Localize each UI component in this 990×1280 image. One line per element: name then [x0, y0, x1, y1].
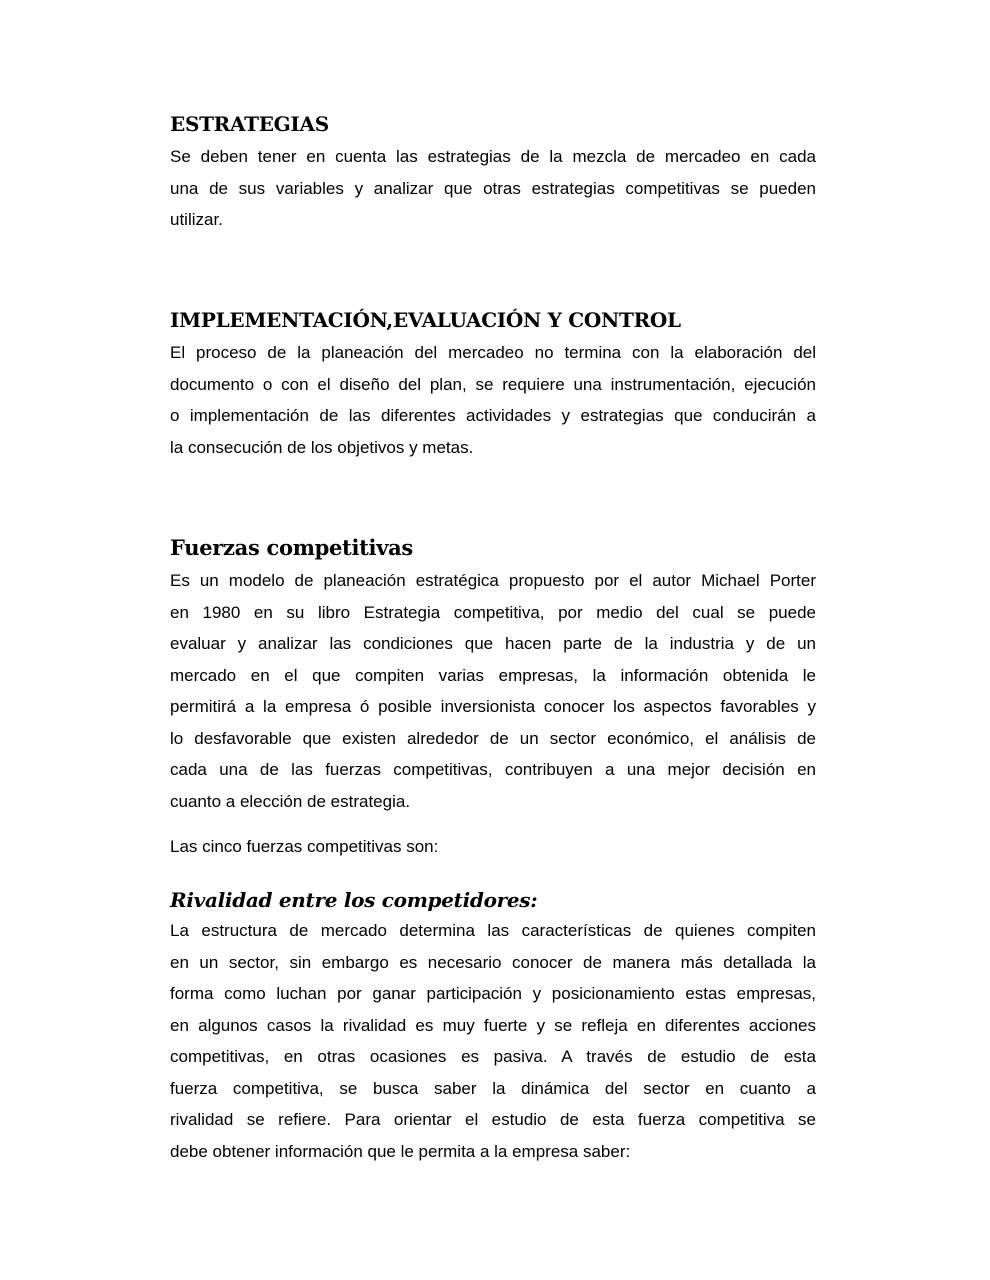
text-line: competitivas, en otras ocasiones es pasiva. A través de estudio de esta [170, 1047, 816, 1066]
text-line: fuerza competitiva, se busca saber la dinámica del sector en cuanto a [170, 1078, 816, 1098]
text-line: Es un modelo de planeación estratégica propuesto por el autor Michael Porter [170, 571, 816, 590]
text-line: o implementación de las diferentes actividades y estrategias que conducirán a [170, 406, 816, 425]
text-line: forma como luchan por ganar participación y posicionamiento estas empresas, [170, 984, 816, 1003]
text-line: La estructura de mercado determina las características de quienes compiten [170, 921, 816, 940]
text-line: en algunos casos la rivalidad es muy fuerte y se refleja en diferentes acciones [170, 1015, 816, 1035]
text-line: mercado en el que compiten varias empresas, la información obtenida le [170, 665, 816, 685]
heading-fuerzas-competitivas: Fuerzas competitivas [170, 535, 413, 560]
text-line: cuanto a elección de estrategia. [170, 791, 411, 811]
text-line: permitirá a la empresa ó posible inversionista conocer los aspectos favorables y [170, 697, 816, 716]
text-line: utilizar. [170, 210, 223, 229]
text-line: en un sector, sin embargo es necesario conocer de manera más detallada la [170, 952, 816, 972]
text-line: rivalidad se refiere. Para orientar el estudio de esta fuerza competitiva se [170, 1110, 816, 1129]
paragraph-rivalidad [170, 915, 816, 1167]
heading-implementacion: IMPLEMENTACIÓN,EVALUACIÓN Y CONTROL [170, 308, 681, 332]
paragraph-implementacion [170, 337, 816, 463]
text-line: en 1980 en su libro Estrategia competitiva, por medio del cual se puede [170, 602, 816, 622]
paragraph-fuerzas [170, 565, 816, 817]
text-line: documento o con el diseño del plan, se requiere una instrumentación, ejecución [170, 374, 816, 394]
text-line: Se deben tener en cuenta las estrategias de la mezcla de mercadeo en cada [170, 147, 816, 166]
paragraph-cinco-fuerzas: Las cinco fuerzas competitivas son: [170, 837, 439, 856]
text-line: evaluar y analizar las condiciones que hacen parte de la industria y de un [170, 634, 816, 653]
heading-rivalidad: Rivalidad entre los competidores: [170, 888, 538, 912]
heading-estrategias: ESTRATEGIAS [170, 112, 329, 136]
text-line: debe obtener información que le permita a la empresa saber: [170, 1141, 631, 1161]
text-line: una de sus variables y analizar que otras estrategias competitivas se pueden [170, 178, 816, 198]
text-line: El proceso de la planeación del mercadeo no termina con la elaboración del [170, 343, 816, 362]
text-line: la consecución de los objetivos y metas. [170, 437, 474, 457]
text-line: lo desfavorable que existen alrededor de un sector económico, el análisis de [170, 728, 816, 748]
text-line: cada una de las fuerzas competitivas, contribuyen a una mejor decisión en [170, 760, 816, 779]
paragraph-estrategias [170, 141, 816, 236]
